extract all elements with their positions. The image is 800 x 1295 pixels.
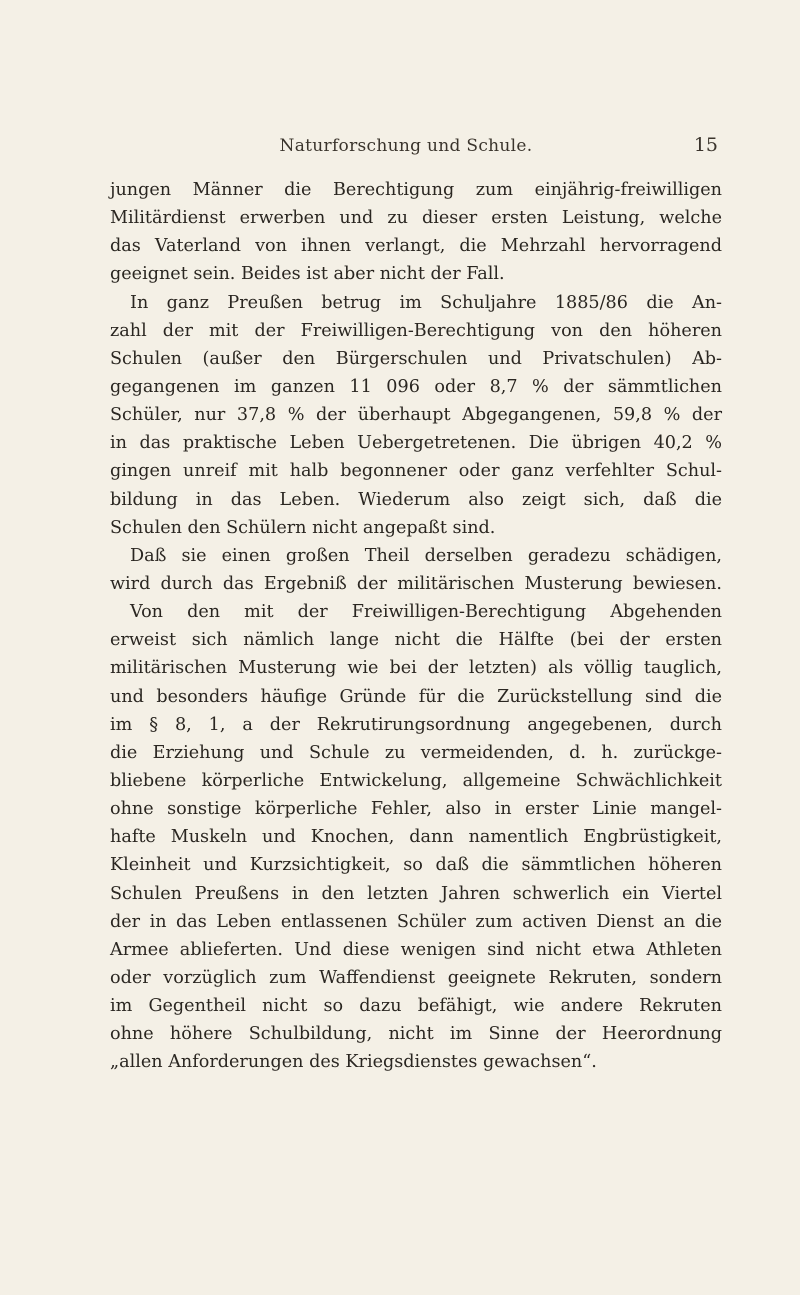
body-text bbox=[110, 176, 722, 1077]
text-line: der in das Leben entlassenen Schüler zum activen Dienst an die bbox=[110, 911, 722, 932]
text-line: gingen unreif mit halb begonnener oder ganz verfehlter Schul- bbox=[110, 461, 722, 482]
page-header bbox=[0, 136, 800, 164]
text-line: Von den mit der Freiwilligen-Berechtigung Abgehenden bbox=[130, 602, 722, 623]
text-line: hafte Muskeln und Knochen, dann namentlich Engbrüstigkeit, bbox=[110, 827, 722, 848]
text-line: und besonders häufige Gründe für die Zurückstellung sind die bbox=[110, 686, 722, 707]
running-head: Naturforschung und Schule. bbox=[279, 136, 533, 156]
text-line: die Erziehung und Schule zu vermeidenden, d. h. zurückge- bbox=[110, 742, 722, 763]
text-line: ohne sonstige körperliche Fehler, also in erster Linie mangel- bbox=[110, 799, 722, 820]
text-line: ohne höhere Schulbildung, nicht im Sinne der Heerordnung bbox=[110, 1024, 722, 1045]
page-number: 15 bbox=[693, 134, 718, 156]
text-line: oder vorzüglich zum Waffendienst geeignete Rekruten, sondern bbox=[110, 967, 722, 988]
text-line: In ganz Preußen betrug im Schuljahre 1885/86 die An- bbox=[130, 292, 722, 313]
text-line: Daß sie einen großen Theil derselben geradezu schädigen, bbox=[130, 545, 722, 566]
text-line: bildung in das Leben. Wiederum also zeigt sich, daß die bbox=[110, 489, 722, 510]
paragraph-3 bbox=[110, 542, 722, 1077]
text-line: erweist sich nämlich lange nicht die Hälfte (bei der ersten bbox=[110, 630, 722, 651]
text-line: im § 8, 1, a der Rekrutirungsordnung angegebenen, durch bbox=[110, 714, 722, 735]
text-line: militärischen Musterung wie bei der letzten) als völlig tauglich, bbox=[110, 658, 722, 679]
text-line: Schüler, nur 37,8 % der überhaupt Abgegangenen, 59,8 % der bbox=[110, 405, 722, 426]
text-line: Schulen den Schülern nicht angepaßt sind. bbox=[110, 517, 496, 538]
text-line: das Vaterland von ihnen verlangt, die Mehrzahl hervorragend bbox=[110, 236, 722, 257]
text-line: gegangenen im ganzen 11 096 oder 8,7 % der sämmtlichen bbox=[110, 376, 722, 397]
text-line: jungen Männer die Berechtigung zum einjährig-freiwilligen bbox=[110, 180, 722, 200]
text-line: Militärdienst erwerben und zu dieser ersten Leistung, welche bbox=[110, 208, 722, 229]
paragraph-1 bbox=[110, 176, 722, 289]
text-line: Schulen (außer den Bürgerschulen und Privatschulen) Ab- bbox=[110, 348, 722, 369]
text-line: wird durch das Ergebniß der militärischen Musterung bewiesen. bbox=[110, 573, 722, 594]
text-line: bliebene körperliche Entwickelung, allgemeine Schwächlichkeit bbox=[110, 770, 722, 791]
text-line: Schulen Preußens in den letzten Jahren schwerlich ein Viertel bbox=[110, 883, 722, 904]
paragraph-2 bbox=[110, 289, 722, 542]
text-line: zahl der mit der Freiwilligen-Berechtigung von den höheren bbox=[110, 320, 722, 341]
text-line: geeignet sein. Beides ist aber nicht der Fall. bbox=[110, 264, 505, 285]
text-line: Kleinheit und Kurzsichtigkeit, so daß die sämmtlichen höheren bbox=[110, 855, 722, 876]
text-line: „allen Anforderungen des Kriegsdienstes gewachsen“. bbox=[110, 1052, 597, 1073]
text-line: im Gegentheil nicht so dazu befähigt, wie andere Rekruten bbox=[110, 996, 722, 1017]
text-line: Armee ablieferten. Und diese wenigen sind nicht etwa Athleten bbox=[110, 939, 722, 960]
text-line: in das praktische Leben Uebergetretenen. Die übrigen 40,2 % bbox=[110, 433, 722, 454]
